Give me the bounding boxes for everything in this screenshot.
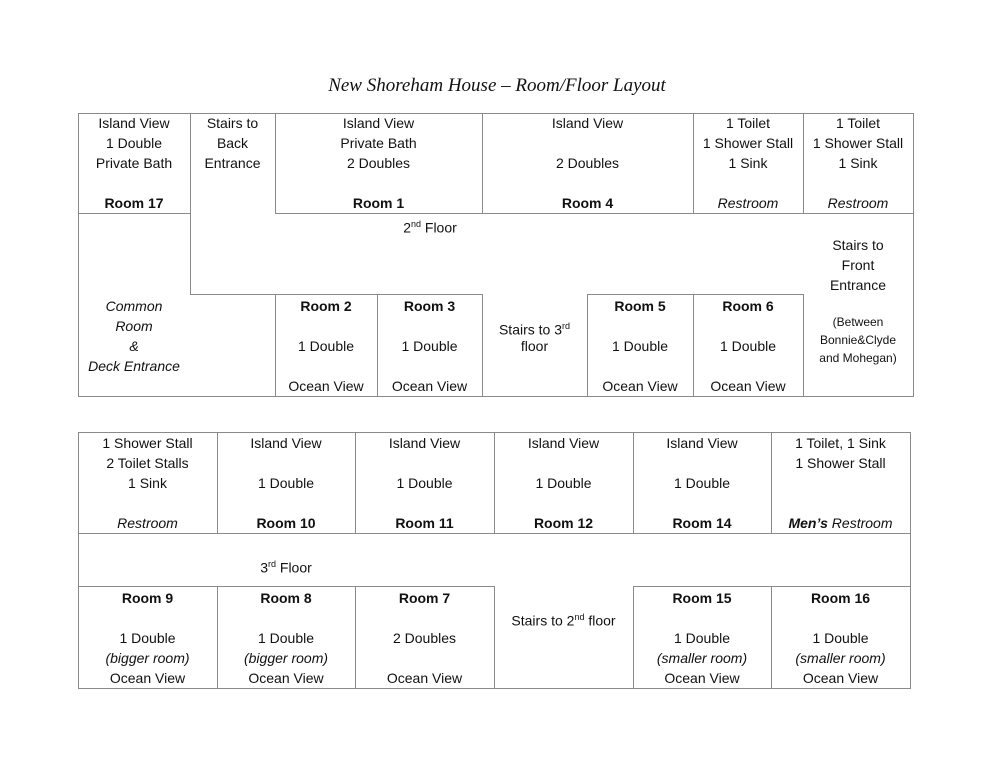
stairs-2nd-suffix: floor [584,612,616,629]
room-16 [771,588,910,688]
room-4 [482,113,693,213]
room-8-name: Room 8 [260,590,312,606]
room-17-bath: Private Bath [95,155,173,171]
room-6-name: Room 6 [722,298,774,314]
mens-line1: 1 Toilet, 1 Sink [795,435,886,451]
room-6 [693,296,803,396]
room-12-beds: 1 Double [535,475,592,491]
restroom-3 [78,433,217,533]
stairs-front-line2: Front [841,257,875,273]
mens-name-bold: Men’s [788,515,828,531]
room-12-view: Island View [527,435,600,451]
stairs-3rd-sup: rd [562,321,571,331]
restroom-2a-line3: 1 Sink [728,155,768,171]
room-15-view: Ocean View [664,670,740,686]
restroom-2b-name: Restroom [827,195,889,211]
room-11-beds: 1 Double [396,475,453,491]
common-room [78,296,190,376]
room-8-view: Ocean View [248,670,324,686]
room-16-name: Room 16 [810,590,871,606]
room-16-note: (smaller room) [795,650,886,666]
room-6-beds: 1 Double [719,338,777,354]
floor-3-suffix: rd [267,559,276,569]
room-9 [78,588,217,688]
room-8-beds: 1 Double [257,630,315,646]
room-15 [633,588,771,688]
restroom-3-line3: 1 Sink [128,475,167,491]
common-line2: Room [115,318,153,334]
stairs-front-note1: (Between [832,315,884,329]
room-17-beds: 1 Double [105,135,163,151]
restroom-2b [803,113,913,213]
room-15-beds: 1 Double [673,630,731,646]
room-2-beds: 1 Double [297,338,355,354]
room-4-name: Room 4 [561,195,614,211]
room-6-view: Ocean View [710,378,786,394]
room-14-view: Island View [666,435,738,451]
room-17-name: Room 17 [104,195,164,211]
room-2 [275,296,377,396]
room-14-name: Room 14 [672,515,732,531]
room-5-beds: 1 Double [611,338,669,354]
room-1-name: Room 1 [352,195,405,211]
stairs-back-entrance [190,113,275,173]
page-title: New Shoreham House – Room/Floor Layout [328,75,666,96]
floor-2-suffix: nd [410,219,421,229]
stairs-back-line2: Back [216,135,249,151]
room-15-note: (smaller room) [656,650,748,666]
room-7-name: Room 7 [398,590,451,606]
room-4-beds: 2 Doubles [555,155,620,171]
floor-3-word: Floor [276,559,312,576]
room-17 [78,113,190,213]
common-line4: Deck Entrance [88,358,180,374]
stairs-2nd-prefix: Stairs to 2 [511,612,575,629]
restroom-3-name: Restroom [117,515,178,531]
room-14-beds: 1 Double [673,475,731,491]
room-10-beds: 1 Double [257,475,315,491]
room-1-bath: Private Bath [340,135,417,151]
room-3-view: Ocean View [391,378,468,394]
room-9-name: Room 9 [121,590,174,606]
room-9-beds: 1 Double [119,630,176,646]
stairs-front-line1: Stairs to [832,237,884,253]
room-5 [587,296,693,396]
stairs-front-line3: Entrance [829,277,887,293]
floor-2-word: Floor [421,219,457,236]
room-3 [377,296,482,396]
room-9-view: Ocean View [109,670,186,686]
room-5-name: Room 5 [614,298,666,314]
stairs-front-note2: Bonnie&Clyde [819,333,897,347]
room-1 [275,113,482,213]
stairs-3rd-line2: floor [520,338,549,354]
restroom-2b-line3: 1 Sink [838,155,878,171]
room-4-view: Island View [551,115,624,131]
room-1-view: Island View [342,115,415,131]
stairs-front-note3: and Mohegan) [819,351,897,365]
floor-3-label [236,554,336,574]
room-11-view: Island View [388,435,461,451]
restroom-2a-line1: 1 Toilet [725,115,771,131]
room-9-note: (bigger room) [105,650,190,666]
stairs-front-note [803,313,913,367]
mens-line2: 1 Shower Stall [795,455,886,471]
floor-2-number: 2 [403,219,411,236]
floor-2-label [380,214,480,234]
restroom-2a [693,113,803,213]
room-16-beds: 1 Double [812,630,869,646]
room-7-beds: 2 Doubles [392,630,457,646]
room-10-view: Island View [250,435,322,451]
restroom-2b-line2: 1 Shower Stall [812,135,904,151]
stairs-2nd-sup: nd [574,612,585,622]
room-1-beds: 2 Doubles [346,155,411,171]
room-15-name: Room 15 [672,590,732,606]
restroom-2a-line2: 1 Shower Stall [702,135,794,151]
room-2-view: Ocean View [288,378,364,394]
stairs-to-2nd [494,607,633,627]
room-8 [217,588,355,688]
stairs-to-3rd [482,316,587,356]
floor-3-number: 3 [260,559,268,576]
common-line1: Common [105,298,163,314]
room-3-name: Room 3 [403,298,456,314]
stairs-3rd-prefix: Stairs to 3 [498,321,562,338]
room-7 [355,588,494,688]
common-line3: & [129,338,139,354]
stairs-back-line1: Stairs to [206,115,259,131]
room-7-view: Ocean View [386,670,463,686]
room-2-name: Room 2 [300,298,352,314]
room-11-name: Room 11 [395,515,454,531]
room-17-view: Island View [98,115,170,131]
mens-name-rest: Restroom [827,515,893,531]
room-11 [355,433,494,533]
room-14 [633,433,771,533]
restroom-2a-name: Restroom [717,195,779,211]
room-8-note: (bigger room) [243,650,329,666]
room-16-view: Ocean View [802,670,879,686]
stairs-back-line3: Entrance [204,155,261,171]
stairs-front-entrance [803,235,913,295]
restroom-3-line1: 1 Shower Stall [102,435,193,451]
room-12-name: Room 12 [533,515,594,531]
room-5-view: Ocean View [602,378,678,394]
room-3-beds: 1 Double [401,338,458,354]
room-10-name: Room 10 [256,515,316,531]
mens-restroom [771,433,910,533]
restroom-3-line2: 2 Toilet Stalls [106,455,189,471]
room-10 [217,433,355,533]
restroom-2b-line1: 1 Toilet [835,115,881,131]
room-12 [494,433,633,533]
